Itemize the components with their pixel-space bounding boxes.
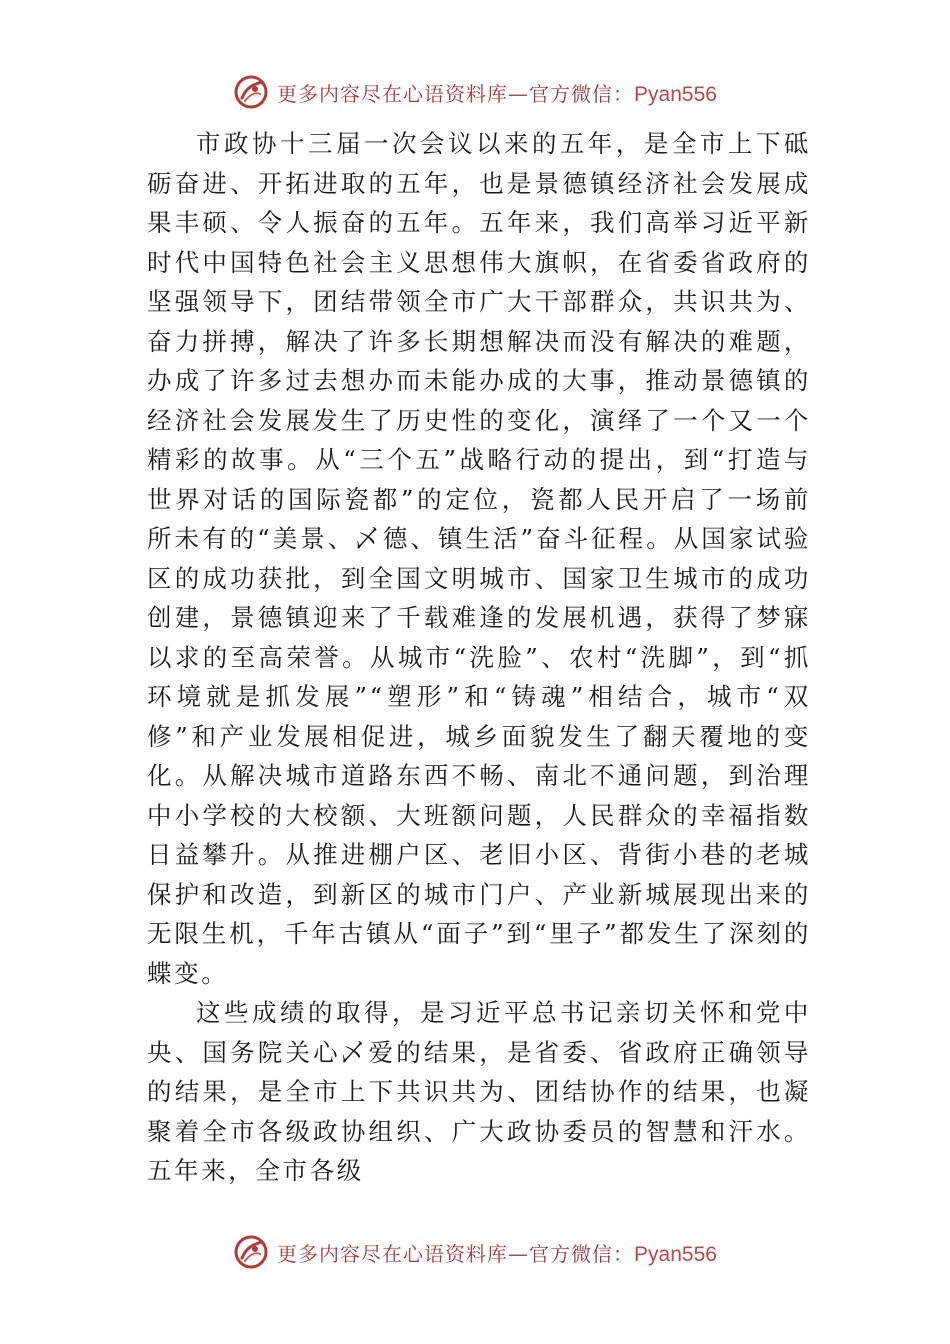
document-body: [147, 124, 811, 1191]
banner-logo-icon: [233, 1234, 269, 1270]
banner-main-text: 更多内容尽在心语资料库: [277, 81, 509, 106]
banner-dash: —: [508, 1241, 530, 1266]
paragraph: 这些成绩的取得，是习近平总书记亲切关怀和党中央、国务院关心乄爱的结果，是省委、省政府正确领导的结果，是全市上下共识共为、团结协作的结果，也凝聚着全市各级政协组织、广大政协委员的智慧和汗水。五年来，全市各级: [147, 998, 811, 1185]
banner-text: [277, 1238, 717, 1267]
banner-wechat-label: 官方微信：: [529, 1241, 635, 1266]
banner-wechat-label: 官方微信：: [529, 81, 635, 106]
banner-text: [277, 78, 717, 107]
footer-banner: [0, 1232, 950, 1272]
banner-wechat-id: Pyan556: [634, 1242, 717, 1266]
banner-dash: —: [508, 81, 530, 106]
banner-main-text: 更多内容尽在心语资料库: [277, 1241, 509, 1266]
paragraph: 市政协十三届一次会议以来的五年，是全市上下砥砺奋进、开拓进取的五年，也是景德镇经济社会发展成果丰硕、令人振奋的五年。五年来，我们高举习近平新时代中国特色社会主义思想伟大旗帜，在省委省政府的坚强领导下，团结带领全市广大干部群众，共识共为、奋力拼搏，解决了许多长期想解决而没有解决的难题，办成了许多过去想办而未能办成的大事，推动景德镇的经济社会发展发生了历史性的变化，演绎了一个又一个精彩的故事。从“三个五”战略行动的提出，到“打造与世界对话的国际瓷都”的定位，瓷都人民开启了一场前所未有的“美景、乄德、镇生活”奋斗征程。从国家试验区的成功获批，到全国文明城市、国家卫生城市的成功创建，景德镇迎来了千载难逢的发展机遇，获得了梦寐以求的至高荣誉。从城市“洗脸”、农村“洗脚”，到“抓环境就是抓发展”“塑形”和“铸魂”相结合，城市“双修”和产业发展相促进，城乡面貌发生了翻天覆地的变化。从解决城市道路东西不畅、南北不通问题，到治理中小学校的大校额、大班额问题，人民群众的幸福指数日益攀升。从推进棚户区、老旧小区、背街小巷的老城保护和改造，到新区的城市门户、产业新城展现出来的无限生机，千年古镇从“面子”到“里子”都发生了深刻的蝶变。: [147, 129, 811, 988]
header-banner: [0, 72, 950, 112]
banner-logo-icon: [233, 74, 269, 110]
banner-wechat-id: Pyan556: [634, 82, 717, 106]
